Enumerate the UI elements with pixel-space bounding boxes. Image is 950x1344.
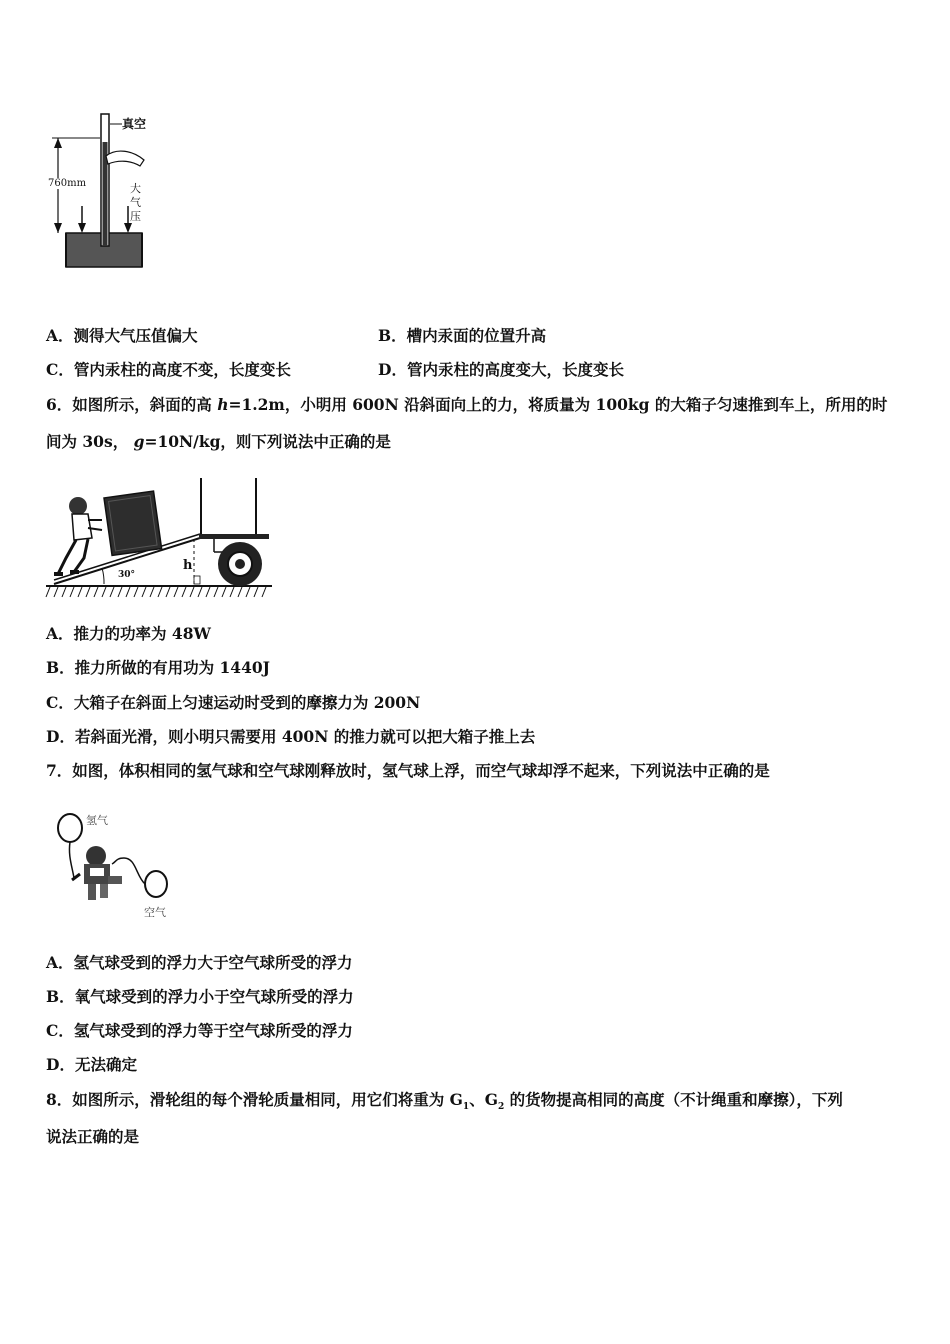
- q6-option-a: A．推力的功率为 48W: [46, 624, 211, 643]
- label-angle: 30°: [118, 570, 136, 580]
- q7-option-d: D．无法确定: [46, 1055, 137, 1074]
- q8-sub-2: 2: [497, 1102, 505, 1113]
- q8-sub-1: 1: [462, 1102, 470, 1113]
- q8-stem-text-b: 的货物提高相同的高度（不计绳重和摩擦），下列: [504, 1090, 843, 1109]
- q6-stem-text-b: =1.2m，小明用 600N 沿斜面向上的力，将质量为 100kg 的大箱子匀速推到车上，所用的时: [228, 395, 888, 414]
- q8-stem-line1: [46, 1090, 843, 1117]
- q6-option-c: C．大箱子在斜面上匀速运动时受到的摩擦力为 200N: [46, 693, 421, 712]
- barometer-figure: [44, 108, 164, 270]
- q6-stem-g: g: [133, 432, 145, 451]
- q6-stem-line1: [46, 395, 887, 415]
- q6-option-d: D．若斜面光滑，则小明只需要用 400N 的推力就可以把大箱子推上去: [46, 727, 536, 746]
- q6-stem-text-d: =10N/kg，则下列说法中正确的是: [144, 432, 391, 451]
- label-760mm: 760mm: [48, 178, 87, 189]
- label-air: 空气: [144, 906, 166, 919]
- label-pressure-1: 大: [130, 182, 141, 195]
- label-pressure-3: 压: [130, 210, 141, 223]
- q8-stem-text-a: 8．如图所示，滑轮组的每个滑轮质量相同，用它们将重为 G: [46, 1090, 463, 1109]
- q5-option-c: C．管内汞柱的高度不变，长度变长: [46, 360, 291, 379]
- label-vacuum: 真空: [122, 117, 147, 131]
- q5-option-d: D．管内汞柱的高度变大，长度变长: [378, 360, 624, 379]
- q5-option-a: A．测得大气压值偏大: [46, 326, 198, 345]
- q6-stem-text-a: 6．如图所示，斜面的高: [46, 395, 218, 414]
- q7-stem: 7．如图，体积相同的氢气球和空气球刚释放时，氢气球上浮，而空气球却浮不起来，下列说法中正确的是: [46, 761, 770, 780]
- q5-option-b: B．槽内汞面的位置升高: [378, 326, 547, 345]
- q8-stem-sep: 、G: [469, 1090, 498, 1109]
- air-balloon: [145, 871, 167, 897]
- label-h: h: [183, 558, 193, 573]
- q8-stem-line2: 说法正确的是: [46, 1127, 140, 1146]
- q7-option-b: B．氧气球受到的浮力小于空气球所受的浮力: [46, 987, 354, 1006]
- q6-stem-line2: [46, 432, 391, 452]
- ramp-figure: [44, 476, 276, 604]
- hydrogen-balloon: [58, 814, 82, 842]
- label-pressure-2: 气: [130, 196, 141, 209]
- q6-stem-h: h: [217, 395, 229, 414]
- label-hydrogen: 氢气: [86, 814, 108, 827]
- q6-stem-text-c: 间为 30s，: [46, 432, 129, 451]
- q6-option-b: B．推力所做的有用功为 1440J: [46, 658, 270, 677]
- q7-option-c: C．氢气球受到的浮力等于空气球所受的浮力: [46, 1021, 353, 1040]
- balloon-figure: [50, 806, 180, 922]
- q7-option-a: A．氢气球受到的浮力大于空气球所受的浮力: [46, 953, 353, 972]
